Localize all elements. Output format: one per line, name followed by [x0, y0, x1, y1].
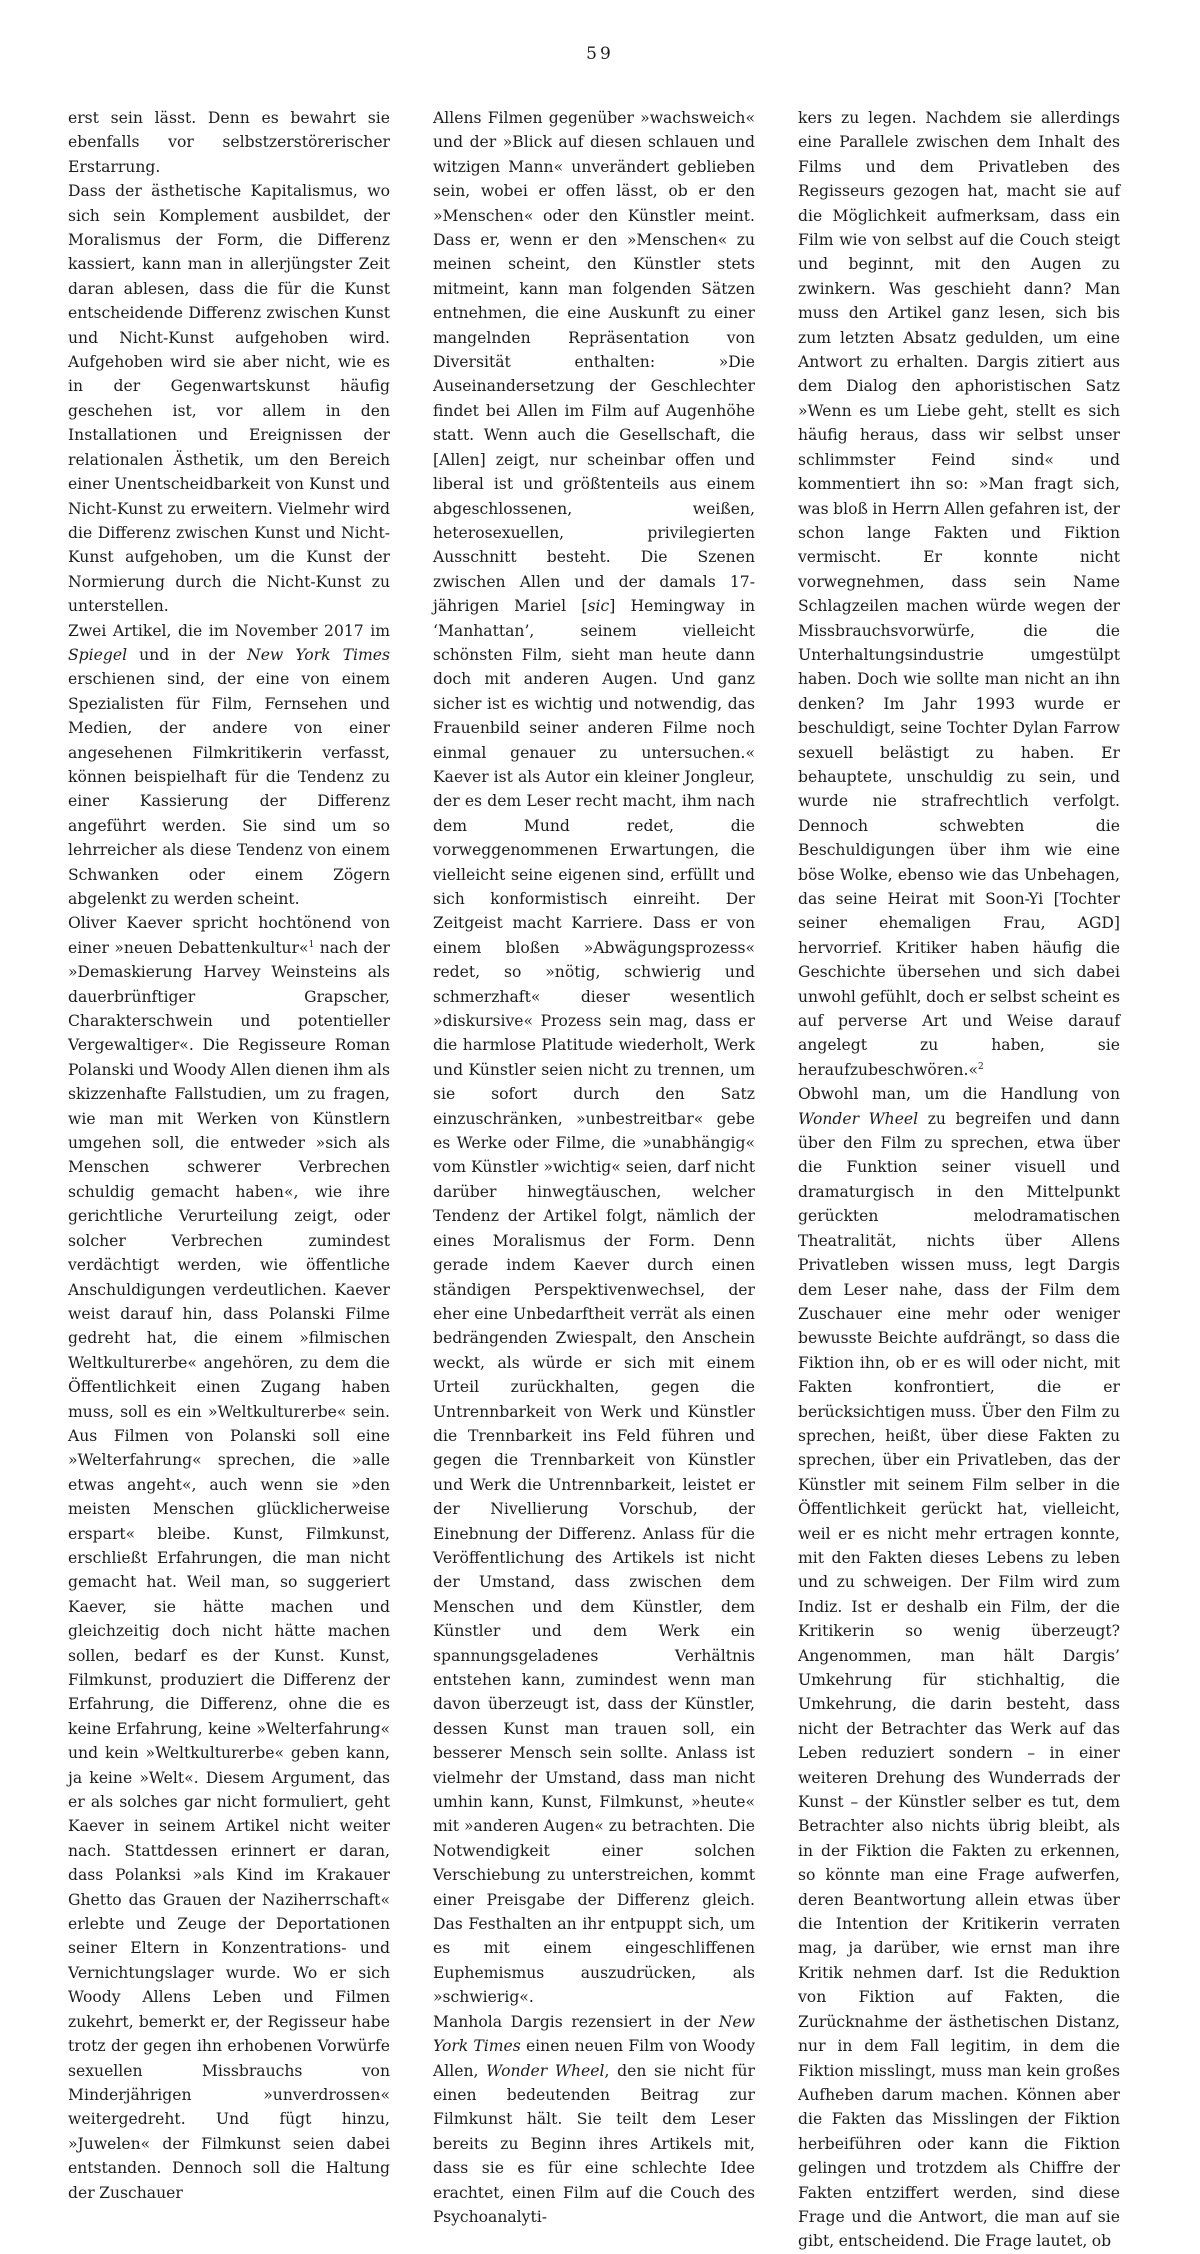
text-run: einen neuen Film von Woody Allen,	[433, 2037, 756, 2080]
text-column-2	[433, 106, 756, 2226]
text-run: Obwohl man, um die Handlung von	[798, 1085, 1120, 1104]
paragraph	[68, 911, 390, 2205]
text-run: ] Hemingway in ‘Manhattan’, seinem vielleicht schönsten Film, sieht man heute dann doch mit anderen Augen. Und ganz sicher ist es wichtig und notwendig, das Frauenbild seiner anderen Filme noch einmal genauer zu untersuchen.« Kaever ist als Autor ein kleiner Jongleur, der es dem Leser recht macht, ihm nach dem Mund redet, die vorweggenommenen Erwartungen, die vielleicht seine eigenen sind, erfüllt und sich konformistisch einreiht. Der Zeitgeist macht Karriere. Dass er von einem bloßen »Abwägungsprozess« redet, so »nötig, schwierig und schmerzhaft« dieser wesentlich »diskursive« Prozess sein mag, dass er die harmlose Platitude wiederholt, Werk und Künstler seien nicht zu trennen, um sie sofort durch den Satz einzuschränken, »unbestreitbar« gebe es Werke oder Filme, die »unabhängig« vom Künstler »wichtig« seien, darf nicht darüber hinwegtäuschen, welcher Tendenz der Artikel folgt, nämlich der eines Moralismus der Form. Denn gerade indem Kaever durch einen ständigen Perspektivenwechsel, der eher eine Unbedarftheit verrät als einen bedrängenden Zwiespalt, den Anschein weckt, als würde er sich mit einem Urteil zurückhalten, gegen die Untrennbarkeit von Werk und Künstler die Trennbarkeit ins Feld führen und gegen die Trennbarkeit von Künstler und Werk die Untrennbarkeit, leistet er der Nivellierung Vorschub, der Einebnung der Differenz. Anlass für die Veröffentlichung des Artikels ist nicht der Umstand, dass zwischen dem Menschen und dem Künstler, dem Künstler und dem Werk ein spannungsgeladenes Verhältnis entstehen kann, zumindest wenn man davon überzeugt ist, dass der Künstler, dessen Kunst man trauen soll, ein besserer Mensch sein sollte. Anlass ist vielmehr der Umstand, dass man nicht umhin kann, Kunst, Filmkunst, »heute« mit »anderen Augen« zu betrachten. Die Notwendigkeit einer solchen Verschiebung zu unterstreichen, kommt einer Preisgabe der Differenz gleich. Das Festhalten an ihr entpuppt sich, um es mit einem eingeschliffenen Euphemismus auszudrücken, als »schwierig«.	[433, 597, 755, 2007]
footnote-reference: 2	[978, 1061, 984, 1072]
italic-text: Wonder Wheel	[798, 1109, 919, 1128]
text-run: Allens Filmen gegenüber »wachsweich« und der »Blick auf diesen schlauen und witzigen Mann« unverändert geblieben sein, wobei er offen lässt, ob er den »Menschen« oder den Künstler meint. Dass er, wenn er den »Menschen« zu meinen scheint, den Künstler stets mitmeint, kann man folgenden Sätzen entnehmen, die eine Auskunft zu einer mangelnden Repräsentation von Diversität enthalten: »Die Auseinandersetzung der Geschlechter findet bei Allen im Film auf Augenhöhe statt. Wenn auch die Gesellschaft, die [Allen] zeigt, nur scheinbar offen und liberal ist und größtenteils aus einem abgeschlossenen, weißen, heterosexuellen, privilegierten Ausschnitt besteht. Die Szenen zwischen Allen und der damals 17-jährigen Mariel [	[433, 109, 755, 616]
text-run: kers zu legen. Nachdem sie allerdings eine Parallele zwischen dem Inhalt des Films und dem Privatleben des Regisseurs gezogen hat, macht sie auf die Möglichkeit aufmerksam, dass ein Film wie von selbst auf die Couch steigt und beginnt, mit den Augen zu zwinkern. Was geschieht dann? Man muss den Artikel ganz lesen, sich bis zum letzten Absatz gedulden, um eine Antwort zu erhalten. Dargis zitiert aus dem Dialog den aphoristischen Satz »Wenn es um Liebe geht, stellt es sich häufig heraus, dass wir selbst unser schlimmster Feind sind« und kommentiert ihn so: »Man fragt sich, was bloß in Herrn Allen gefahren ist, der schon lange Fakten und Fiktion vermischt. Er konnte nicht vorwegnehmen, dass sein Name Schlagzeilen machen würde wegen der Missbrauchsvorwürfe, die die Unterhaltungsindustrie umgestülpt haben. Doch wie sollte man nicht an ihn denken? Im Jahr 1993 wurde er beschuldigt, seine Tochter Dylan Farrow sexuell belästigt zu haben. Er behauptete, unschuldig zu sein, und wurde nie strafrechtlich verfolgt. Dennoch schwebten die Beschuldigungen über ihm wie eine böse Wolke, ebenso wie das Unbehagen, das seine Heirat mit Soon-Yi [Tochter seiner ehemaligen Frau, AGD] hervorrief. Kritiker haben häufig die Geschichte übersehen und sich dabei unwohl gefühlt, doch er selbst scheint es auf perverse Art und Weise darauf angelegt zu haben, sie heraufzubeschwören.«	[798, 109, 1120, 1079]
text-run: und in der	[127, 645, 248, 664]
paragraph	[433, 2010, 755, 2230]
text-run: Manhola Dargis rezensiert in der	[433, 2012, 719, 2031]
italic-text: New York Times	[247, 645, 390, 664]
paragraph	[433, 106, 755, 2010]
text-run: erst sein lässt. Denn es bewahrt sie ebenfalls vor selbstzerstörerischer Erstarrung.	[68, 109, 390, 176]
paragraph	[68, 106, 390, 179]
paragraph	[798, 1082, 1120, 2254]
paragraph	[798, 106, 1120, 1082]
text-run: erschienen sind, der eine von einem Spezialisten für Film, Fernsehen und Medien, der andere von einer angesehenen Filmkritikerin verfasst, können beispielhaft für die Tendenz zu einer Kassierung der Differenz angeführt werden. Sie sind um so lehrreicher als diese Tendenz von einem Schwanken oder einem Zögern abgelenkt zu werden scheint.	[68, 670, 390, 908]
text-column-3	[798, 106, 1120, 2251]
italic-text: sic	[587, 597, 610, 616]
text-run: Oliver Kaever spricht hochtönend von einer »neuen Debattenkultur«	[68, 914, 390, 957]
text-run: zu begreifen und dann über den Film zu sprechen, etwa über die Funktion seiner visuell und dramaturgisch in den Mittelpunkt gerückten melodramatischen Theatralität, nichts über Allens Privatleben wissen muss, legt Dargis dem Leser nahe, dass der Film dem Zuschauer eine mehr oder weniger bewusste Beichte aufdrängt, so dass die Fiktion ihn, ob er es will oder nicht, mit Fakten konfrontiert, die er berücksichtigen muss. Über den Film zu sprechen, heißt, über diese Fakten zu sprechen, über ein Privatleben, das der Künstler mit seinem Film selber in die Öffentlichkeit gerückt hat, vielleicht, weil er es nicht mehr ertragen konnte, mit den Fakten dieses Lebens zu leben und zu schweigen. Der Film wird zum Indiz. Ist er deshalb ein Film, der die Kritikerin so wenig überzeugt? Angenommen, man hält Dargis’ Umkehrung für stichhaltig, die Umkehrung, die darin besteht, dass nicht der Betrachter das Werk auf das Leben reduziert sondern – in einer weiteren Drehung des Wunderrads der Kunst – der Künstler selber es tut, dem Betrachter also nichts übrig bleibt, als in der Fiktion die Fakten zu erkennen, so könnte man eine Frage aufwerfen, deren Beantwortung allein etwas über die Intention der Kritikerin verraten mag, ja darüber, wie ernst man ihre Kritik nehmen darf. Ist die Reduktion von Fiktion auf Fakten, die Zurücknahme der ästhetischen Distanz, nur in dem Fall legitim, in dem die Fiktion misslingt, muss man kein großes Aufheben darum machen. Können aber die Fakten das Misslingen der Fiktion herbeiführen oder kann die Fiktion gelingen und trotzdem als Chiffre der Fakten entziffert werden, sind diese Frage und die Antwort, die man auf sie gibt, entscheidend. Die Frage lautet, ob	[798, 1109, 1120, 2251]
page-number: 59	[586, 44, 614, 64]
text-run: Zwei Artikel, die im November 2017 im	[68, 621, 390, 640]
italic-text: Spiegel	[68, 645, 128, 664]
text-run: Dass der ästhetische Kapitalismus, wo sich sein Komplement ausbildet, der Moralismus der Form, die Differenz kassiert, kann man in allerjüngster Zeit daran ablesen, dass die für die Kunst entscheidende Differenz zwischen Kunst und Nicht-Kunst aufgehoben wird. Aufgehoben wird sie aber nicht, wie es in der Gegenwartskunst häufig geschehen ist, vor allem in den Installationen und Ereignissen der relationalen Ästhetik, um den Bereich einer Unentscheidbarkeit von Kunst und Nicht-Kunst zu erweitern. Vielmehr wird die Differenz zwischen Kunst und Nicht-Kunst aufgehoben, um die Kunst der Normierung durch die Nicht-Kunst zu unterstellen.	[68, 182, 390, 616]
text-column-1	[68, 106, 390, 2202]
italic-text: New York Times	[433, 2012, 755, 2056]
italic-text: Wonder Wheel	[486, 2061, 605, 2080]
text-run: , den sie nicht für einen bedeutenden Beitrag zur Filmkunst hält. Sie teilt dem Leser bereits zu Beginn ihres Artikels mit, dass sie es für eine schlechte Idee erachtet, einen Film auf die Couch des Psychoanalyti-	[433, 2061, 755, 2226]
paragraph	[68, 619, 390, 912]
paragraph	[68, 179, 390, 618]
text-run: nach der »Demaskierung Harvey Weinsteins als dauerbrünftiger Grapscher, Charakterschwein und potentieller Vergewaltiger«. Die Regisseure Roman Polanski und Woody Allen dienen ihm als skizzenhafte Fallstudien, um zu fragen, wie man mit Werken von Künstlern umgehen soll, die entweder »sich als Menschen schwerer Verbrechen schuldig gemacht haben«, wie ihre gerichtliche Verurteilung zeigt, oder solcher Verbrechen zumindest verdächtigt werden, wie öffentliche Anschuldigungen verdeutlichen. Kaever weist darauf hin, dass Polanski Filme gedreht hat, die einem »filmischen Weltkulturerbe« angehören, zu dem die Öffentlichkeit einen Zugang haben muss, soll es ein »Weltkulturerbe« sein. Aus Filmen von Polanski soll eine »Welterfahrung« sprechen, die »alle etwas angeht«, auch wenn sie »den meisten Menschen glücklicherweise erspart« bleibe. Kunst, Filmkunst, erschließt Erfahrungen, die man nicht gemacht hat. Weil man, so suggeriert Kaever, sie hätte machen und gleichzeitig doch nicht hätte machen sollen, bedarf es der Kunst. Kunst, Filmkunst, produziert die Differenz der Erfahrung, die Differenz, ohne die es keine Erfahrung, keine »Welterfahrung« und kein »Weltkulturerbe« geben kann, ja keine »Welt«. Diesem Argument, das er als solches gar nicht formuliert, geht Kaever in seinem Artikel nicht weiter nach. Stattdessen erinnert er daran, dass Polanksi »als Kind im Krakauer Ghetto das Grauen der Naziherrschaft« erlebte und Zeuge der Deportationen seiner Eltern in Konzentrations- und Vernichtungslager wurde. Wo er sich Woody Allens Leben und Filmen zukehrt, bemerkt er, der Regisseur habe trotz der gegen ihn erhobenen Vorwürfe sexuellen Missbrauchs von Minderjährigen »unverdrossen« weitergedreht. Und fügt hinzu, »Juwelen« der Filmkunst seien dabei entstanden. Dennoch soll die Haltung der Zuschauer	[68, 938, 390, 2202]
footnote-reference: 1	[308, 939, 315, 950]
